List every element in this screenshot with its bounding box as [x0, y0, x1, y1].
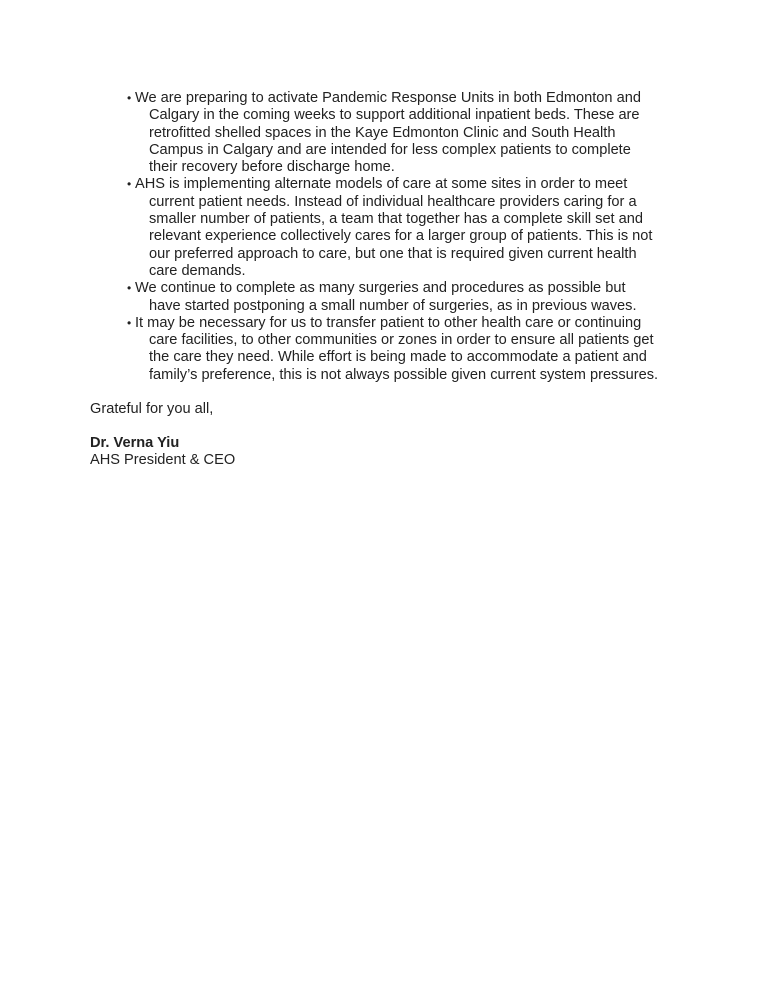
list-item	[127, 280, 687, 315]
bullet-icon: •	[127, 281, 132, 296]
bullet-line: have started postponing a small number of surgeries, as in previous waves.	[149, 297, 637, 314]
bullet-line: Campus in Calgary and are intended for less complex patients to complete	[149, 141, 631, 158]
closing-line: Grateful for you all,	[90, 401, 214, 417]
list-item	[127, 315, 687, 384]
bullet-line: It may be necessary for us to transfer patient to other health care or continuing	[135, 314, 642, 331]
bullet-line: AHS is implementing alternate models of care at some sites in order to meet	[135, 176, 628, 193]
bullet-line: We continue to complete as many surgeries and procedures as possible but	[135, 280, 626, 297]
bullet-line: smaller number of patients, a team that together has a complete skill set and	[149, 211, 644, 228]
bullet-line: relevant experience collectively cares for a larger group of patients. This is not	[149, 228, 653, 245]
bullet-list	[127, 90, 687, 384]
bullet-icon: •	[127, 315, 132, 330]
bullet-line: We are preparing to activate Pandemic Response Units in both Edmonton and	[135, 90, 641, 106]
bullet-line: the care they need. While effort is being made to accommodate a patient and	[149, 349, 647, 366]
bullet-line: family’s preference, this is not always possible given current system pressures.	[149, 366, 659, 383]
bullet-line: care demands.	[149, 262, 246, 279]
signature-title: AHS President & CEO	[90, 452, 236, 468]
bullet-line: current patient needs. Instead of individual healthcare providers caring for a	[149, 193, 637, 210]
bullet-line: our preferred approach to care, but one that is required given current health	[149, 245, 637, 262]
bullet-line: their recovery before discharge home.	[149, 159, 395, 176]
bullet-line: Calgary in the coming weeks to support additional inpatient beds. These are	[149, 107, 640, 124]
list-item	[127, 90, 687, 176]
signature-name: Dr. Verna Yiu	[90, 435, 180, 451]
bullet-icon: •	[127, 91, 132, 105]
bullet-icon: •	[127, 177, 132, 192]
bullet-line: retrofitted shelled spaces in the Kaye Edmonton Clinic and South Health	[149, 124, 616, 141]
bullet-line: care facilities, to other communities or zones in order to ensure all patients get	[149, 332, 654, 349]
list-item	[127, 176, 687, 280]
